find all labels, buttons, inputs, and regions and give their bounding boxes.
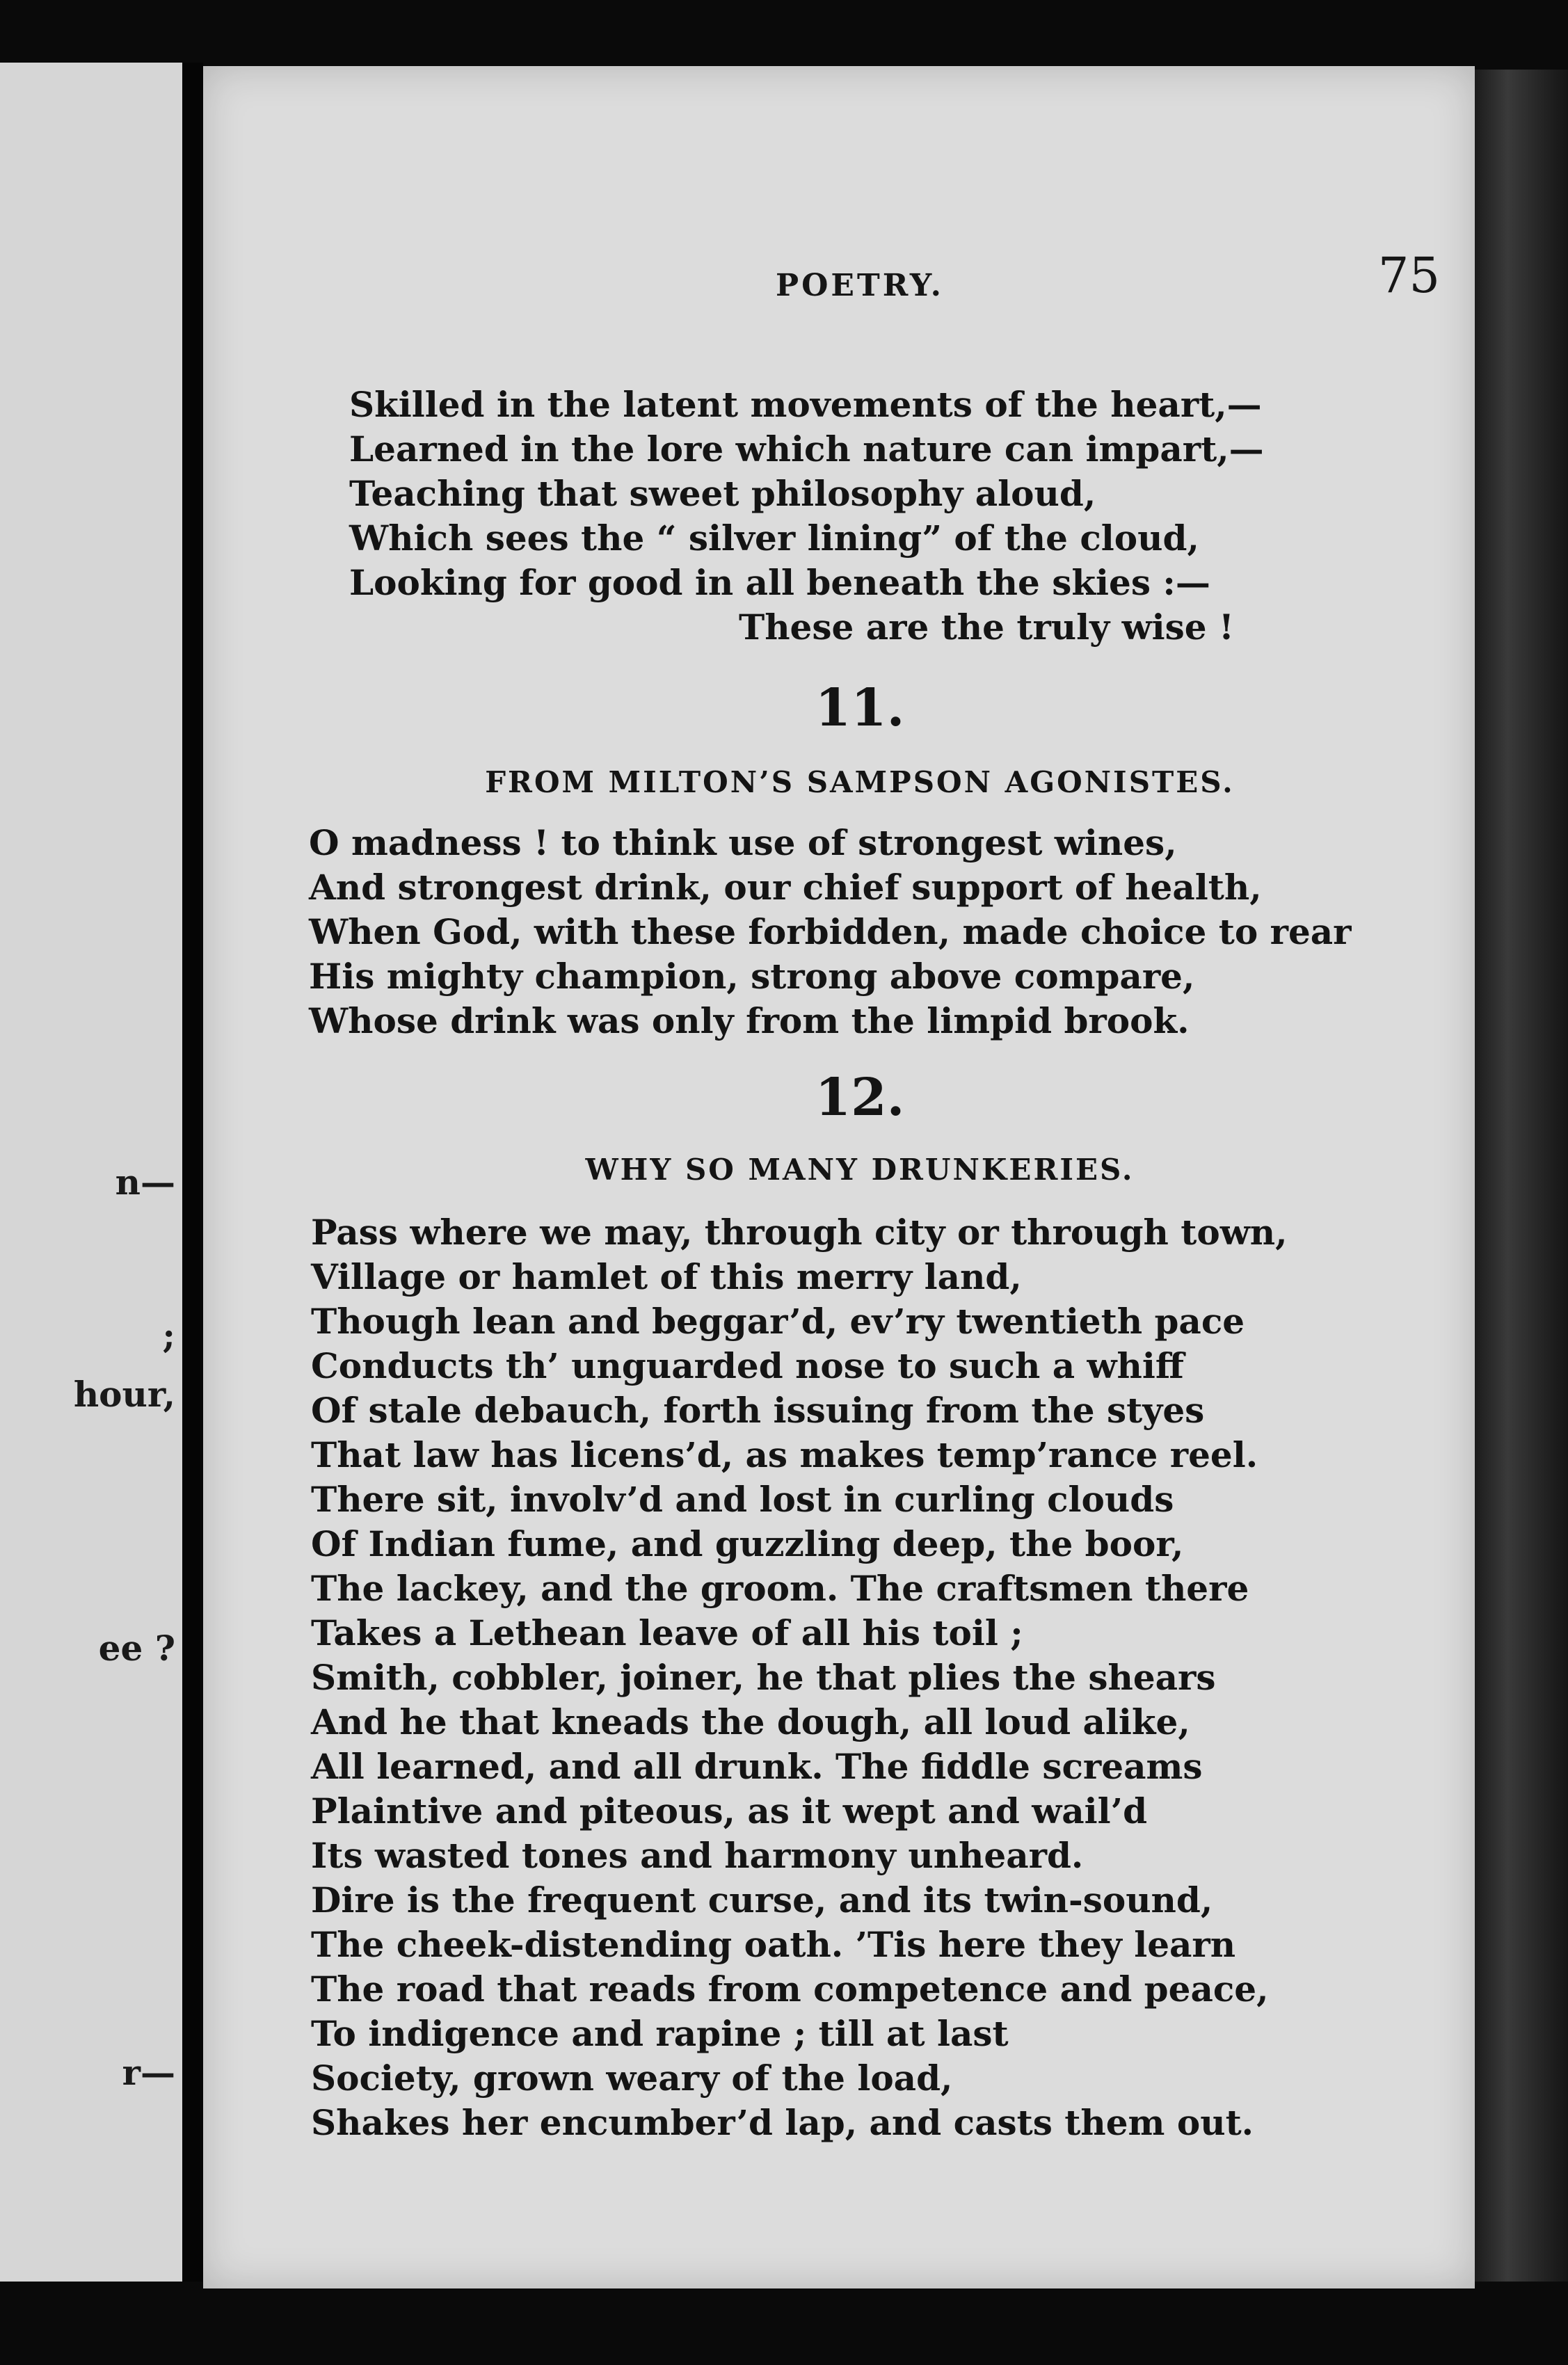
- poem-continuation: [349, 383, 1264, 650]
- poem-line: And strongest drink, our chief support of health,: [309, 867, 1262, 908]
- poem-line: Of Indian fume, and guzzling deep, the boor,: [311, 1523, 1184, 1564]
- poem-line: Skilled in the latent movements of the heart,—: [349, 384, 1262, 425]
- poem-line: Of stale debauch, forth issuing from the styes: [311, 1390, 1205, 1431]
- poem-line: Teaching that sweet philosophy aloud,: [349, 473, 1096, 514]
- running-head: [203, 233, 1475, 323]
- poem-line: Village or hamlet of this merry land,: [311, 1256, 1022, 1297]
- poem-line: Though lean and beggar’d, ev’ry twentieth pace: [311, 1301, 1245, 1342]
- poem-line: And he that kneads the dough, all loud alike,: [311, 1701, 1190, 1742]
- poem-drunkeries: [311, 1210, 1288, 2145]
- poem-line: Society, grown weary of the load,: [311, 2058, 953, 2099]
- facing-page-edge: [0, 63, 182, 2282]
- poem-line: Looking for good in all beneath the skies :—: [349, 562, 1210, 603]
- poem-line: Which sees the “ silver lining” of the cloud,: [349, 518, 1199, 559]
- poem-line: O madness ! to think use of strongest wines,: [309, 822, 1177, 863]
- poem-line: Plaintive and piteous, as it wept and wail’d: [311, 1790, 1148, 1831]
- poem-milton: [309, 821, 1352, 1043]
- poem-line: Dire is the frequent curse, and its twin-sound,: [311, 1879, 1213, 1921]
- poem-line: When God, with these forbidden, made choice to rear: [309, 911, 1352, 952]
- poem-line: Learned in the lore which nature can impart,—: [349, 428, 1264, 470]
- poem-line: Pass where we may, through city or through town,: [311, 1212, 1288, 1253]
- facing-page-fragment: r—: [122, 2052, 175, 2093]
- poem-line: Conducts th’ unguarded nose to such a whiff: [311, 1345, 1184, 1386]
- poem-line: All learned, and all drunk. The fiddle screams: [311, 1746, 1203, 1787]
- poem-line: There sit, involv’d and lost in curling clouds: [311, 1479, 1174, 1520]
- poem-line: Whose drink was only from the limpid brook.: [309, 1000, 1190, 1041]
- section-title: WHY SO MANY DRUNKERIES.: [585, 1153, 1135, 1187]
- section-number: 11.: [815, 678, 905, 738]
- poem-line: Its wasted tones and harmony unheard.: [311, 1835, 1084, 1876]
- poem-line: Takes a Lethean leave of all his toil ;: [311, 1612, 1023, 1653]
- running-title: POETRY.: [776, 268, 944, 303]
- poem-line: The road that reads from competence and peace,: [311, 1969, 1269, 2010]
- book-gutter: [182, 63, 203, 2282]
- poem-closing-line: These are the truly wise !: [739, 607, 1234, 648]
- poem-line: Shakes her encumber’d lap, and casts them out.: [311, 2102, 1254, 2143]
- poem-line: The cheek-distending oath. ’Tis here they learn: [311, 1924, 1236, 1965]
- page-stack-edge: [1475, 70, 1568, 2282]
- page-number: 75: [1377, 247, 1440, 304]
- poem-line: The lackey, and the groom. The craftsmen there: [311, 1568, 1249, 1609]
- facing-page-fragment: ee ?: [98, 1628, 175, 1669]
- facing-page-fragment: hour,: [73, 1374, 175, 1415]
- poem-line: That law has licens’d, as makes temp’rance reel.: [311, 1434, 1258, 1475]
- facing-page-fragment: ;: [162, 1315, 175, 1356]
- section-title: FROM MILTON’S SAMPSON AGONISTES.: [485, 765, 1235, 799]
- section-number: 12.: [815, 1068, 905, 1128]
- facing-page-fragment: n—: [115, 1162, 175, 1203]
- poem-line: Smith, cobbler, joiner, he that plies the shears: [311, 1657, 1216, 1698]
- book-page: [203, 66, 1475, 2288]
- poem-line: To indigence and rapine ; till at last: [311, 2013, 1009, 2054]
- poem-line: His mighty champion, strong above compare,: [309, 956, 1195, 997]
